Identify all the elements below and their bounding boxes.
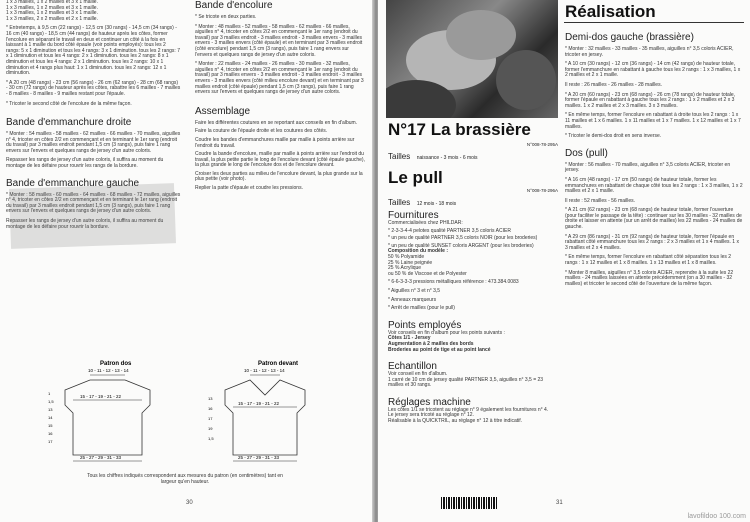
epaule-paragraph-a: * Monter : 48 mailles - 52 mailles - 58 mailles - 62 mailles - 66 mailles, aiguilles n° 4, tricoter en côtes 2/2 en commençant le 1er rang (endroit du travail) par 3 mailles endroit - 3 mailles endroit - 3 mailles envers - 3 mailles envers - 3 mailles envers (côté épaule) et en terminant par 3 mailles endroit (côté encolure) pendant 1,5 cm (3 rangs), puis faire 1 rang envers sur l'envers et quelques rangs de jersey d'un autre coloris. xyxy=(195,23,363,58)
reference-number: N°008-78-295A xyxy=(526,142,558,147)
instruction-paragraph: * A 20 cm (60 rangs) - 23 cm (68 rangs) - 26 cm (78 rangs) de hauteur totale, former l'épaule en rabattant à gauche tous les 2 rangs : 1 x 2 mailles et 2 x 3 mailles. 1 x 2 mailles et 2 x 3 mailles. 3 x 3 mailles. xyxy=(565,91,736,109)
patron-devant xyxy=(208,361,305,461)
extra-item: * 6-6-3-3-3 pressions métalliques référence : 473.384.0083 xyxy=(388,279,519,286)
right-column-a xyxy=(388,120,558,425)
composition-item: 50 % Polyamide xyxy=(388,253,425,260)
entretemps-paragraph: * Entretemps, à 9,5 cm (22 rangs) - 12,5 cm (30 rangs) - 14,5 cm (34 rangs) - 16 cm (40 rangs) - 18,5 cm (44 rangs) de hauteur après les côtes, former l'encolure en séparant le travail en deux et continuer un côté à la fois en laissant à 1 maille du bord côté épaule (voir points employés): tous les 2 rangs: 5 x 1 diminution et tous les 4 rangs: 3 x 1 diminution. tous les 2 rangs: 7 x 1 diminution et tous les 4 rangs: 2 x 1 diminution. tous les 2 rangs: 8 x 1 diminution et tous les 4 rangs: 2 x 1 diminution. tous les 2 rangs: 10 x 1 diminution et 4 rangs plus haut: 1 x 1 diminution. tous les 2 rangs: 12 x 1 diminution. xyxy=(6,25,180,77)
top-line: 1 x 3 mailles, 1 x 2 mailles et 3 x 1 maille. xyxy=(6,4,98,11)
dos-dim: 10 - 11 - 12 - 13 - 14 xyxy=(88,368,129,373)
realisation-title: Réalisation xyxy=(565,2,656,21)
gauche-paragraph: * Monter : 58 mailles - 60 mailles - 64 mailles - 68 mailles - 72 mailles, aiguilles n° 4, tricoter en côtes 2/2 en commençant et en terminant le 1er rang (endroit du travail) par 3 mailles endroit pendant 1,5 cm (3 rangs), puis faire 1 rang envers sur l'envers et quelques rangs de jersey d'un autre coloris. xyxy=(6,191,181,215)
droite-paragraph-2: Repasser les rangs de jersey d'un autre coloris, il suffira au moment du montage de les défaire pour rouvrir les rangs de la bordure. xyxy=(6,157,164,170)
instruction-paragraph: * En même temps, former l'encolure en rabattant à droite tous les 2 rangs : 1 x 11 mailles et 1 x 6 mailles. 1 x 11 mailles et 1 x 7 mailles. 1 x 12 mailles et 1 x 7 mailles. xyxy=(565,112,741,130)
instruction-paragraph: * Monter 8 mailles, aiguilles n° 3,5 coloris ACIER, reprendre à la suite les 22 mailles - 24 mailles laissées en attente précédemment (on a 30 mailles - 32 mailles) et tricoter le second côté de l'ouverture de la même façon. xyxy=(565,269,734,287)
side-num: 1,5 xyxy=(48,399,54,404)
tailles-label: Tailles xyxy=(388,152,411,161)
instruction-paragraph: Il reste : 26 mailles - 26 mailles - 28 mailles. xyxy=(565,81,662,88)
fourniture-item: * un peu de qualité PARTNER 3,5 coloris NOIR (pour les broderies) xyxy=(388,235,538,242)
devant-dim: 15 - 17 - 19 - 21 - 22 xyxy=(238,401,280,406)
assemblage-item: Coudre les bandes d'emmanchures maille par maille à points arrière sur l'endroit du travail. xyxy=(195,136,355,149)
point-item: Broderies au point de tige et au point lancé xyxy=(388,346,491,353)
devant-outline xyxy=(225,380,305,455)
instruction-paragraph: * A 29 cm (86 rangs) - 31 cm (92 rangs) de hauteur totale, former l'épaule en rabattant côté emmanchure tous les 2 rangs : 2 x 3 mailles et 1 x 4 mailles. 1 x 3 mailles et 2 x 4 mailles. xyxy=(565,233,739,251)
assemblage-item: Replier la patte d'épaule et coudre les pressions. xyxy=(195,185,303,192)
composition-title: Composition du modèle : xyxy=(388,248,448,255)
instruction-paragraph: * A 10 cm (30 rangs) - 12 cm (36 rangs) - 14 cm (42 rangs) de hauteur totale, former l'emmanchure en rabattant à gauche tous les 2 rangs : 1 x 3 mailles, 1 x 2 mailles et 2 x 1 maille. xyxy=(565,61,741,79)
instruction-paragraph: * Tricoter le demi-dos droit en sens inverse. xyxy=(565,133,662,140)
patron-dos xyxy=(48,361,150,461)
section-heading: Dos (pull) xyxy=(565,147,608,159)
dos-dim: 15 - 17 - 19 - 21 - 22 xyxy=(80,394,122,399)
barcode xyxy=(441,497,497,509)
epaule-intro: * Se tricote en deux parties. xyxy=(195,14,257,20)
assemblage-item: Faire les différentes coutures en se reportant aux conseils en fin d'album. xyxy=(195,119,358,126)
points-intro: Voir conseils en fin d'album pour les points suivants : xyxy=(388,329,505,336)
baby-sweater-photo xyxy=(386,0,558,118)
right-column-b xyxy=(565,32,743,287)
watermark: lavofildoo 100.com xyxy=(687,513,746,520)
side-num: 14 xyxy=(48,415,53,420)
gauche-paragraph-2: Repasser les rangs de jersey d'un autre coloris, il suffira au moment du montage de les défaire pour rouvrir la bordure. xyxy=(6,218,164,230)
section-heading: Réglages machine xyxy=(388,396,471,408)
echantillon-intro: Voir conseil en fin d'album. xyxy=(388,371,448,378)
extra-item: * Arrêt de mailles (pour le pull) xyxy=(388,305,455,312)
reference-number: N°008-78-296A xyxy=(526,188,558,193)
section-heading: Bande d'encolure xyxy=(195,0,273,11)
side-num: 16 xyxy=(208,406,213,411)
tailles-label: Tailles xyxy=(388,198,411,207)
dos-outline xyxy=(65,380,150,455)
assemblage-item: Faire la couture de l'épaule droite et les coutures des côtés. xyxy=(195,128,328,135)
instruction-paragraph: * Monter : 56 mailles - 70 mailles, aiguilles n° 3,5 coloris ACIER, tricoter en jersey. xyxy=(565,161,731,174)
section-heading: Demi-dos gauche (brassière) xyxy=(565,32,694,43)
page-number: 31 xyxy=(556,500,563,506)
section-heading: Echantillon xyxy=(388,361,437,373)
side-num: 19 xyxy=(208,426,213,431)
tailles-sizes: 12 mois - 18 mois xyxy=(416,201,457,207)
side-num: 15 xyxy=(48,423,53,428)
section-heading: Fournitures xyxy=(388,210,439,221)
a20-paragraph: * A 20 cm (48 rangs) - 23 cm (56 rangs) - 26 cm (62 rangs) - 28 cm (68 rangs) - 30 cm (72 rangs) de hauteur après les côtes, rabattre les 6 mailles - 7 mailles - 8 mailles - 8 mailles - 9 mailles restant pour l'épaule. xyxy=(6,79,181,97)
side-num: 1 xyxy=(48,391,51,396)
composition-item: 25 % Laine peignée xyxy=(388,259,433,266)
instruction-paragraph: Il reste : 52 mailles - 56 mailles. xyxy=(565,197,636,204)
side-num: 13 xyxy=(208,396,213,401)
dos-dim: 25 - 27 - 29 - 31 - 33 xyxy=(80,455,122,460)
title-pull: Le pull xyxy=(388,168,443,187)
extra-item: * Aiguilles n° 3 et n° 3,5 xyxy=(388,287,441,294)
side-num: 17 xyxy=(208,416,213,421)
instruction-paragraph: * A 21 cm (62 rangs) - 23 cm (68 rangs) de hauteur totale, former l'ouverture (pour faciliter le passage de la tête) : continuer sur les 30 mailles - 32 mailles de droite et laisser en attente (sur un arrêt de mailles) les 22 mailles - 24 mailles de gauche. xyxy=(565,207,743,231)
patron-devant-title: Patron devant xyxy=(258,361,299,367)
top-line: 1 x 3 mailles, 1 x 2 mailles et 3 x 1 maille. xyxy=(6,10,98,17)
tricoter-paragraph: * Tricoter le second côté de l'encolure de la même façon. xyxy=(6,100,132,107)
composition-item: 25 % Acrylique xyxy=(388,265,422,272)
top-line: 1 x 3 mailles, 1 x 2 mailles et 3 x 1 maille. xyxy=(6,0,98,5)
section-heading: Bande d'emmanchure droite xyxy=(6,117,132,129)
section-heading: Assemblage xyxy=(195,105,251,117)
top-line: 1 x 3 mailles, 2 x 2 mailles et 2 x 1 maille. xyxy=(6,15,98,22)
instruction-paragraph: * A 16 cm (48 rangs) - 17 cm (50 rangs) de hauteur totale, former les emmanchures en rabattant de chaque côté tous les 2 rangs : 1 x 3 mailles, 1 x 2 mailles et 2 x 1 maille. xyxy=(565,176,743,195)
composition-item: ou 50 % de Viscose et de Polyester xyxy=(388,270,467,277)
echantillon-text: 1 carré de 10 cm de jersey qualité PARTNER 3,5, aiguilles n° 3,5 = 23 mailles et 30 rangs. xyxy=(388,376,544,389)
section-heading: Points employés xyxy=(388,319,462,331)
side-num: 16 xyxy=(48,431,53,436)
reglage-item: Les côtes 1/1 se tricotent au réglage n° 9 également les fournitures n° 4. xyxy=(388,406,549,413)
instruction-paragraph: * Monter : 32 mailles - 33 mailles - 35 mailles, aiguilles n° 3,5 coloris ACIER, tricoter en jersey. xyxy=(565,46,734,58)
side-num: 13 xyxy=(48,407,53,412)
side-num: 17 xyxy=(48,439,53,444)
title-rule xyxy=(564,22,744,23)
pattern-caption: Tous les chiffres indiqués correspondent aux mesures du patron (en centimètres) tant en largeur qu'en hauteur. xyxy=(87,473,283,485)
epaule-paragraph-b: * Monter : 22 mailles - 24 mailles - 26 mailles - 30 mailles - 32 mailles, aiguilles n° 4, tricoter en côtes 2/2 en commençant le 1er rang (endroit du travail) par 3 mailles envers - 3 mailles endroit - 3 mailles endroit - 3 mailles envers - 3 mailles envers (côté milieu encolure devant) et en terminant par 3 mailles endroit (côté épaule) pendant 1,5 cm (3 rangs), puis faire 1 rang envers sur l'envers et quelques rangs de jersey d'un autre coloris. xyxy=(195,61,364,96)
assemblage-item: Croiser les deux parties au milieu de l'encolure devant, la plus grande sur la plus petite (voir photo). xyxy=(195,170,363,183)
fourniture-item: * 2-3-3-4-4 pelotes qualité PARTNER 3,5 coloris ACIER xyxy=(388,227,511,234)
point-item: Côtes 1/1 - Jersey xyxy=(388,335,431,342)
section-heading: Bande d'emmanchure gauche xyxy=(6,177,140,189)
assemblage-item: Coudre la bande d'encolure, maille par maille à points arrière sur l'endroit du travail, la plus petite partie le long de l'encolure devant (côté épaule gauche), la plus grande le long de l'encolure dos et de l'encolure devant. xyxy=(195,151,365,169)
reglage-item: Réalisable à la QUICKTRIL, au réglage n° 12 à titre indicatif. xyxy=(388,418,523,425)
tailles-sizes: naissance - 3 mois - 6 mois xyxy=(416,155,478,161)
droite-paragraph: * Monter : 54 mailles - 58 mailles - 62 mailles - 66 mailles - 70 mailles, aiguilles n° 4, tricoter en côtes 2/2 en commençant et en terminant le 1er rang (endroit du travail) par 3 mailles endroit pendant 1,5 cm (3 rangs), puis faire 1 rang envers sur l'envers et quelques rangs de jersey d'un autre coloris. xyxy=(6,131,181,154)
devant-dim: 10 - 11 - 12 - 13 - 14 xyxy=(244,368,285,373)
reglage-item: Le jersey sera tricoté au réglage n° 12. xyxy=(388,412,474,419)
extra-item: * Anneaux marqueurs xyxy=(388,296,437,303)
left-page xyxy=(0,0,374,522)
scan-smudge xyxy=(9,183,176,249)
patron-dos-title: Patron dos xyxy=(100,361,132,367)
side-num: 1,5 xyxy=(208,436,214,441)
devant-dim: 25 - 27 - 29 - 31 - 33 xyxy=(238,455,280,460)
pattern-diagrams xyxy=(30,355,360,470)
title-brassiere: N°17 La brassière xyxy=(388,120,531,139)
fournitures-intro: Commercialisées chez PHILDAR: xyxy=(388,220,463,226)
fourniture-item: * un peu de qualité SUNSET coloris ARGENT (pour les broderies) xyxy=(388,242,534,249)
page-number: 30 xyxy=(186,500,193,506)
point-item: Augmentation à 2 mailles des bords xyxy=(388,340,474,347)
instruction-paragraph: * En même temps, former l'encolure en rabattant côté séparation tous les 2 rangs : 1 x 12 mailles et 1 x 8 mailles. 1 x 13 mailles et 1 x 8 mailles. xyxy=(565,254,732,267)
left-column-b xyxy=(195,0,367,192)
